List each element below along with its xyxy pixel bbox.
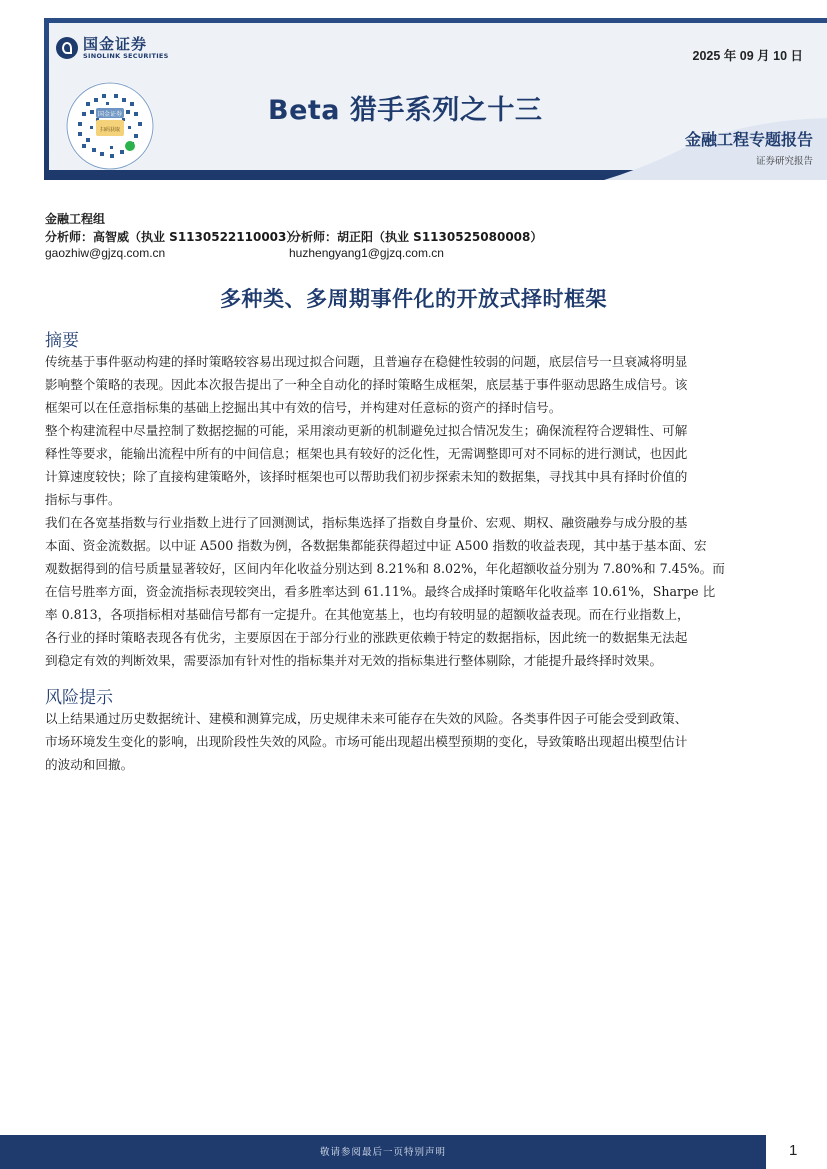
report-date: 2025 年 09 月 10 日	[692, 49, 803, 63]
text-line: 我们在各宽基指数与行业指数上进行了回测测试，指标集选择了指数自身量价、宏观、期权、融资融券与成分股的基	[45, 515, 688, 530]
text-line: 以上结果通过历史数据统计、建模和测算完成，历史规律未来可能存在失效的风险。各类事件因子可能会受到政策、	[45, 711, 688, 726]
analyst-1: 分析师：高智威（执业 S1130522110003）	[45, 230, 299, 244]
qr-label-mid: 扫码获取	[99, 127, 121, 133]
text-line: 释性等要求，能输出流程中所有的中间信息；框架也具有较好的泛化性，无需调整即可对不同标的进行测试，也因此	[45, 446, 688, 461]
text-line: 率 0.813，各项指标相对基础信号都有一定提升。在其他宽基上，也均有较明显的超额收益表现。而在行业指数上，	[45, 607, 690, 622]
brand-logo-icon	[56, 37, 78, 59]
text-line: 各行业的择时策略表现各有优劣，主要原因在于部分行业的涨跌更依赖于特定的数据指标，因此统一的数据集无法起	[45, 630, 688, 645]
analyst-2: 分析师：胡正阳（执业 S1130525080008）	[289, 230, 543, 244]
text-line: 到稳定有效的判断效果，需要添加有针对性的指标集并对无效的指标集进行整体剔除，才能提升最终择时效果。	[45, 653, 663, 668]
text-line: 计算速度较快；除了直接构建策略外，该择时框架也可以帮助我们初步探索未知的数据集，寻找其中具有择时价值的	[45, 469, 688, 484]
abstract-paragraph-1	[45, 350, 790, 419]
text-line: 的波动和回撤。	[45, 757, 134, 772]
report-subtype: 证券研究报告	[755, 156, 813, 167]
text-line: 影响整个策略的表现。因此本次报告提出了一种全自动化的择时策略生成框架，底层基于事件驱动思路生成信号。该	[45, 377, 688, 392]
risk-paragraph	[45, 707, 790, 776]
brand-name-en: SINOLINK SECURITIES	[83, 52, 169, 60]
analyst-1-email[interactable]: gaozhiw@gjzq.com.cn	[45, 246, 166, 260]
research-group: 金融工程组	[45, 212, 106, 226]
text-line: 观数据得到的信号质量显著较好，区间内年化收益分别达到 8.21%和 8.02%，年化超额收益分别为 7.80%和 7.45%。而	[45, 561, 725, 576]
text-line: 本面、资金流数据。以中证 A500 指数为例，各数据集都能获得超过中证 A500 指数的收益表现，其中基于基本面、宏	[45, 538, 707, 553]
qr-label-top: 国金证券	[97, 111, 123, 118]
qr-code-icon[interactable]	[66, 82, 154, 170]
abstract-paragraph-2	[45, 419, 790, 511]
abstract-title: 摘要	[45, 331, 79, 351]
analyst-2-email[interactable]: huzhengyang1@gjzq.com.cn	[289, 246, 444, 260]
text-line: 市场环境发生变化的影响，出现阶段性失效的风险。市场可能出现超出模型预期的变化，导致策略出现超出模型估计	[45, 734, 688, 749]
brand-logo	[56, 36, 169, 60]
text-line: 在信号胜率方面，资金流指标表现较突出，看多胜率达到 61.11%。最终合成择时策略年化收益率 10.61%，Sharpe 比	[45, 584, 716, 599]
brand-name-cn: 国金证券	[83, 35, 148, 53]
report-headline: 多种类、多周期事件化的开放式择时框架	[220, 287, 607, 311]
text-line: 框架可以在任意指标集的基础上挖掘出其中有效的信号，并构建对任意标的资产的择时信号。	[45, 400, 562, 415]
page-number: 1	[789, 1142, 798, 1159]
text-line: 整个构建流程中尽量控制了数据挖掘的可能，采用滚动更新的机制避免过拟合情况发生；确保流程符合逻辑性、可解	[45, 423, 688, 438]
report-series-title: Beta 猎手系列之十三	[268, 95, 543, 126]
abstract-paragraph-3	[45, 511, 790, 672]
text-line: 传统基于事件驱动构建的择时策略较容易出现过拟合问题，且普遍存在稳健性较弱的问题，底层信号一旦衰减将明显	[45, 354, 688, 369]
footer-disclaimer: 敬请参阅最后一页特别声明	[319, 1147, 446, 1158]
risk-title: 风险提示	[45, 688, 113, 708]
text-line: 指标与事件。	[45, 492, 121, 507]
report-type: 金融工程专题报告	[684, 130, 813, 149]
